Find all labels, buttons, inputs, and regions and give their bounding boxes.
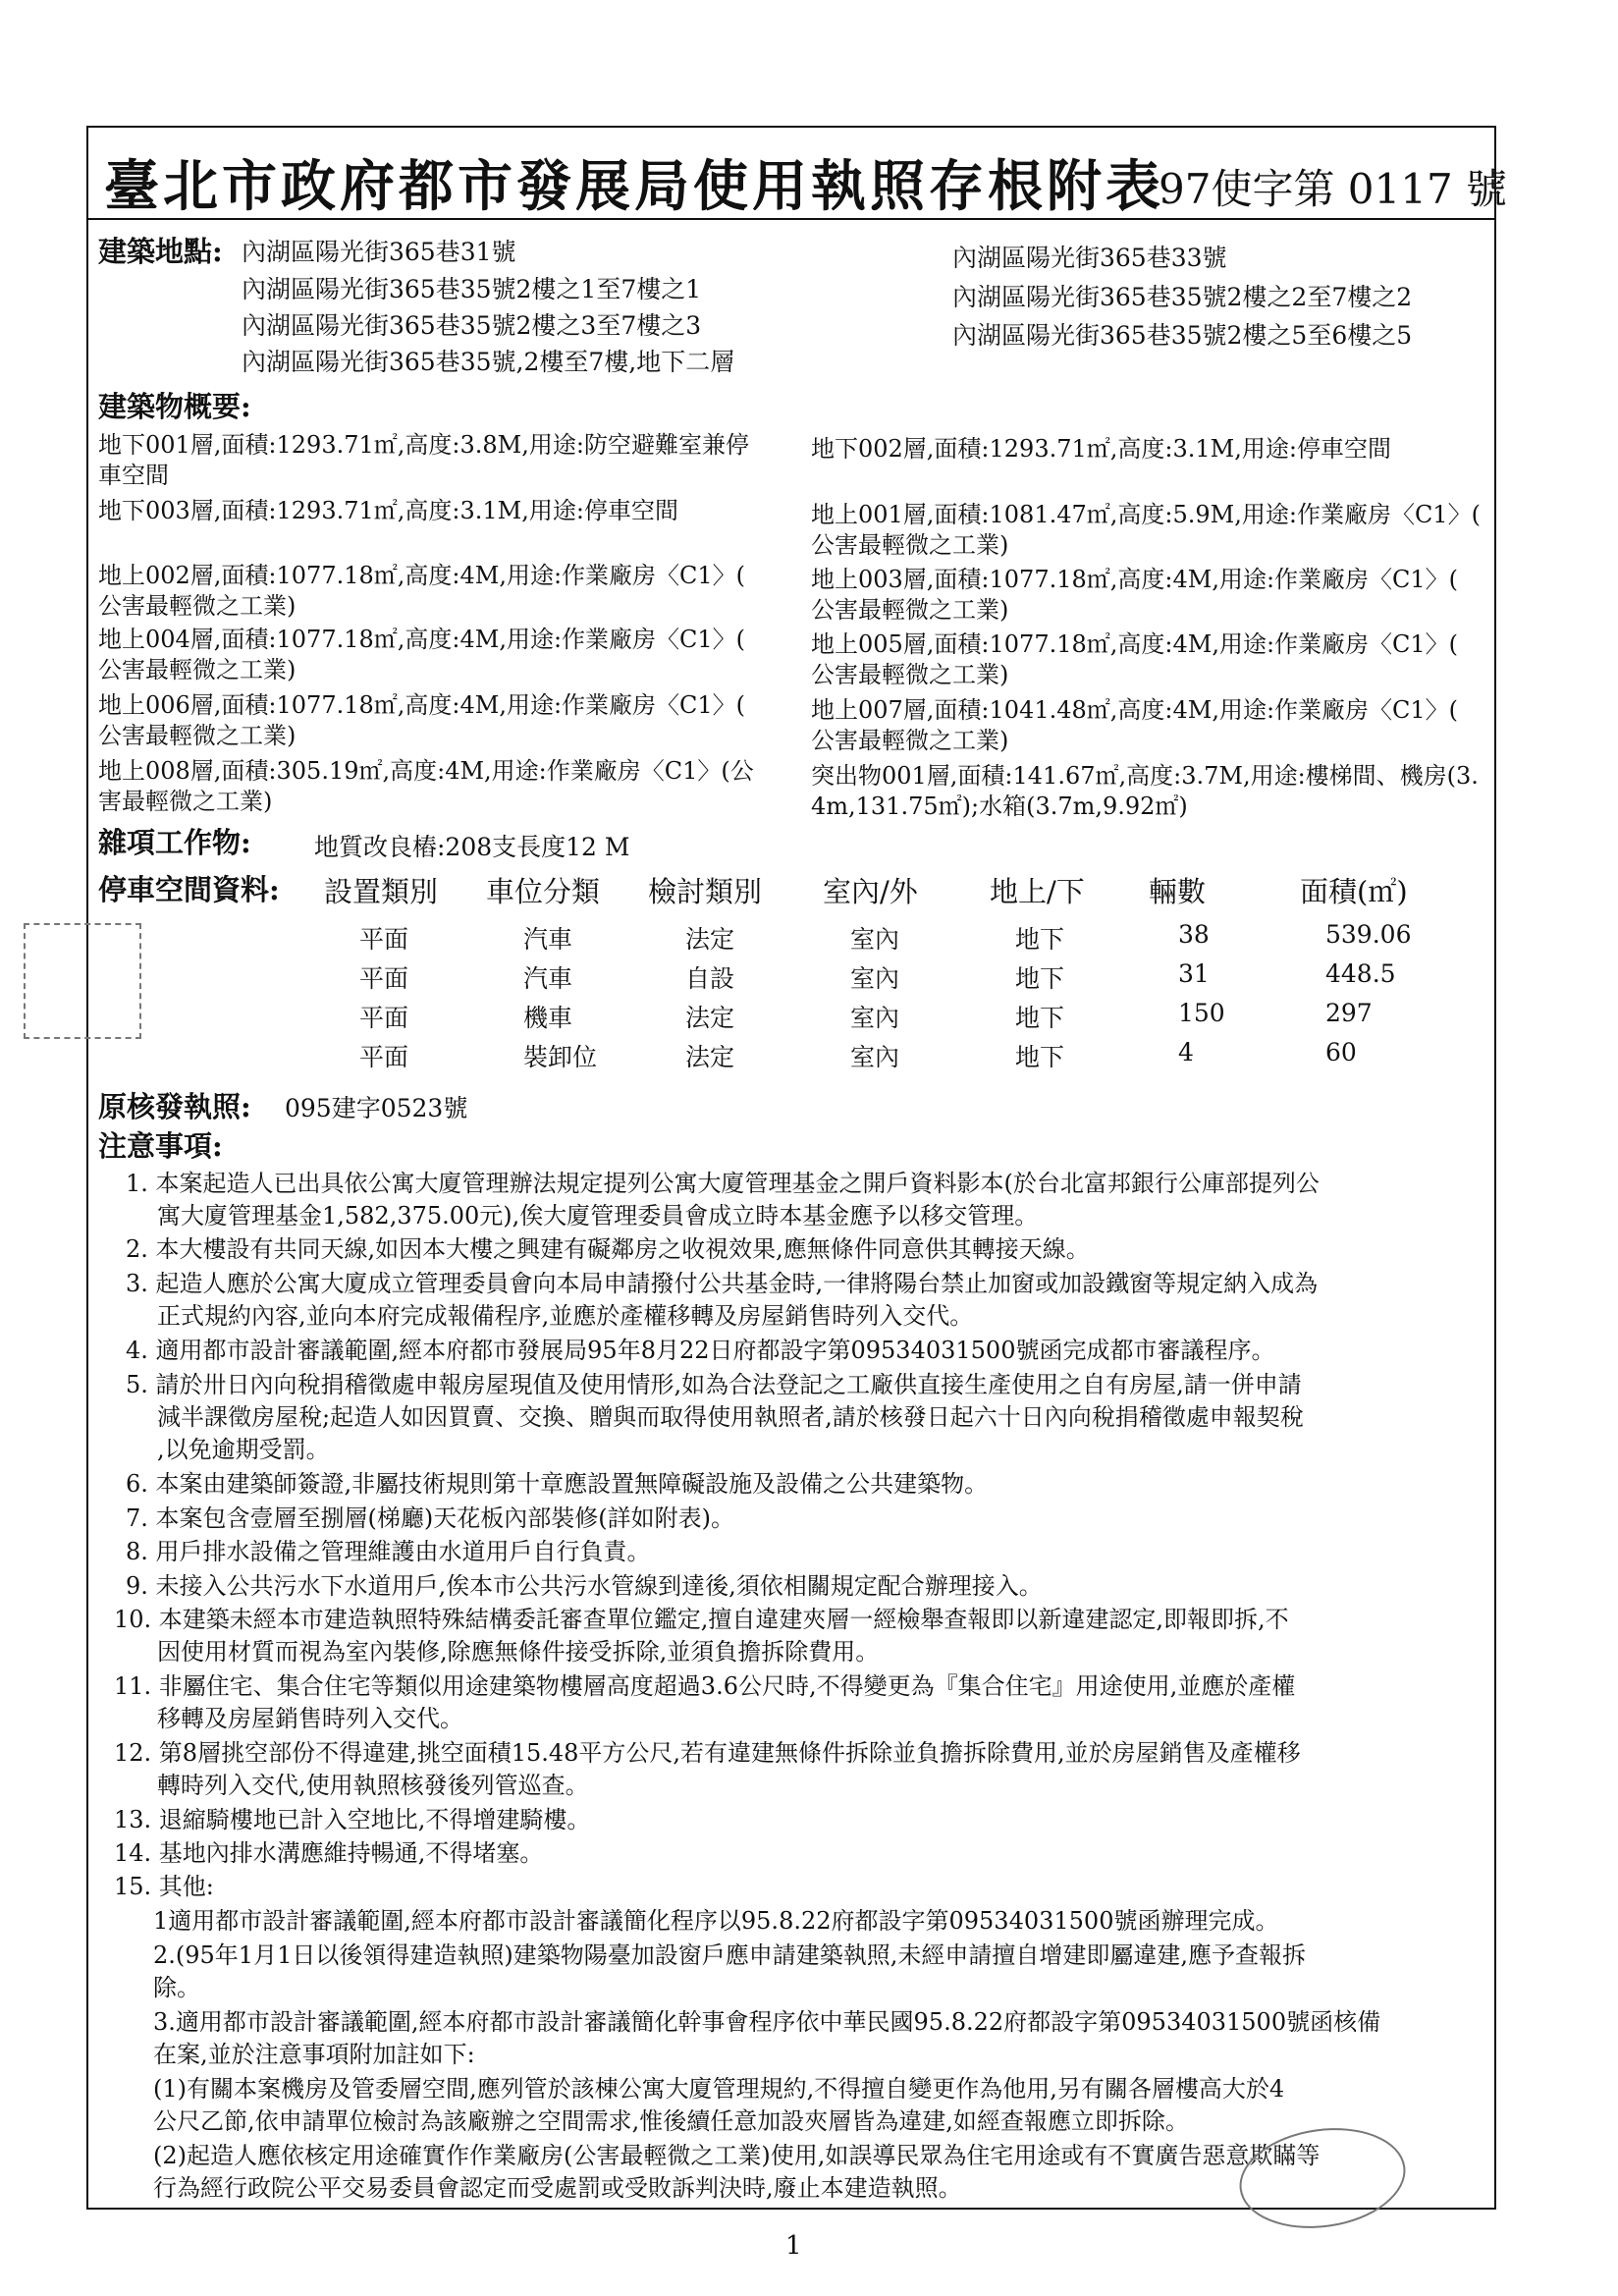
original-license-label: 原核發執照: [98, 1090, 251, 1123]
parking-cell: 平面 [359, 1004, 409, 1032]
building-left-line: 地上004層,面積:1077.18㎡,高度:4M,用途:作業廠房〈C1〉( [98, 626, 746, 653]
building-left-line: 害最輕微之工業) [98, 788, 273, 815]
misc-works-value: 地質改良樁:208支長度12 M [314, 833, 630, 861]
building-right-line: 地上001層,面積:1081.47㎡,高度:5.9M,用途:作業廠房〈C1〉( [811, 501, 1481, 528]
building-right-line: 公害最輕微之工業) [811, 727, 1009, 754]
building-right-line: 突出物001層,面積:141.67㎡,高度:3.7M,用途:樓梯間、機房(3. [811, 762, 1479, 790]
address-left-line: 內湖區陽光街365巷35號2樓之1至7樓之1 [242, 275, 702, 303]
note-line: 10. 本建築未經本市建造執照特殊結構委託審查單位鑑定,擅自違建夾層一經檢舉查報即以新違建認定,即報即拆,不 [114, 1606, 1289, 1633]
notes-label: 注意事項: [98, 1129, 223, 1163]
parking-cell: 室內 [850, 925, 900, 954]
parking-label: 停車空間資料: [98, 873, 280, 906]
building-right-line: 地上005層,面積:1077.18㎡,高度:4M,用途:作業廠房〈C1〉( [811, 630, 1459, 658]
address-right-line: 內湖區陽光街365巷35號2樓之2至7樓之2 [952, 283, 1413, 311]
parking-cell: 裝卸位 [523, 1043, 598, 1071]
note-line: 15. 其他: [114, 1873, 214, 1900]
parking-cell: 自設 [685, 964, 735, 993]
building-right-line: 4m,131.75㎡);水箱(3.7m,9.92㎡) [811, 793, 1188, 820]
note-line: 13. 退縮騎樓地已計入空地比,不得增建騎樓。 [114, 1806, 591, 1833]
note-line: 8. 用戶排水設備之管理維護由水道用戶自行負責。 [126, 1538, 651, 1565]
side-stamp [24, 923, 141, 1039]
building-left-line: 地上008層,面積:305.19㎡,高度:4M,用途:作業廠房〈C1〉(公 [98, 757, 754, 785]
parking-cell: 297 [1325, 999, 1373, 1027]
building-left-line: 公害最輕微之工業) [98, 592, 297, 620]
note-line: (1)有關本案機房及管委層空間,應列管於該棟公寓大廈管理規約,不得擅自變更作為他用,另有關各層樓高大於4 [153, 2075, 1285, 2103]
note-line: ,以免逾期受罰。 [157, 1436, 330, 1463]
parking-cell: 汽車 [523, 925, 573, 954]
building-right-line: 公害最輕微之工業) [811, 661, 1009, 688]
building-right-line: 地上003層,面積:1077.18㎡,高度:4M,用途:作業廠房〈C1〉( [811, 566, 1459, 593]
parking-header-cell: 輛數 [1149, 875, 1207, 908]
building-left-line: 地下003層,面積:1293.71㎡,高度:3.1M,用途:停車空間 [98, 497, 678, 524]
note-line: 1適用都市設計審議範圍,經本府都市設計審議簡化程序以95.8.22府都設字第09534031500號函辦理完成。 [153, 1907, 1279, 1935]
note-line: 2. 本大樓設有共同天線,如因本大樓之興建有礙鄰房之收視效果,應無條件同意供其轉接天線。 [126, 1235, 1090, 1263]
note-line: 7. 本案包含壹層至捌層(梯廳)天花板內部裝修(詳如附表)。 [126, 1504, 734, 1532]
parking-cell: 法定 [685, 925, 735, 954]
building-right-line: 地下002層,面積:1293.71㎡,高度:3.1M,用途:停車空間 [811, 435, 1391, 463]
address-label: 建築地點: [98, 235, 223, 268]
parking-cell: 60 [1325, 1038, 1357, 1066]
document-title: 臺北市政府都市發展局使用執照存根附表 [104, 154, 1164, 219]
parking-cell: 室內 [850, 1004, 900, 1032]
note-line: 公尺乙節,依申請單位檢討為該廠辦之空間需求,惟後續任意加設夾層皆為違建,如經查報應立即拆除。 [153, 2107, 1189, 2135]
building-left-line: 公害最輕微之工業) [98, 722, 297, 749]
parking-cell: 地下 [1015, 964, 1065, 993]
building-left-line: 車空間 [98, 462, 169, 489]
building-right-line: 公害最輕微之工業) [811, 596, 1009, 624]
note-line: 減半課徵房屋稅;起造人如因買賣、交換、贈與而取得使用執照者,請於核發日起六十日內向稅捐稽徵處申報契稅 [157, 1403, 1304, 1431]
building-left-line: 地下001層,面積:1293.71㎡,高度:3.8M,用途:防空避難室兼停 [98, 431, 749, 459]
page-number: 1 [785, 2231, 802, 2261]
parking-cell: 地下 [1015, 1043, 1065, 1071]
parking-cell: 31 [1178, 959, 1210, 988]
misc-works-label: 雜項工作物: [98, 826, 251, 859]
document-number: 97使字第 0117 號 [1159, 165, 1508, 213]
note-line: 因使用材質而視為室內裝修,除應無條件接受拆除,並須負擔拆除費用。 [157, 1638, 880, 1666]
parking-header-cell: 面積(㎡) [1300, 875, 1408, 908]
note-line: 6. 本案由建築師簽證,非屬技術規則第十章應設置無障礙設施及設備之公共建築物。 [126, 1470, 989, 1498]
parking-cell: 平面 [359, 925, 409, 954]
building-left-line: 地上006層,面積:1077.18㎡,高度:4M,用途:作業廠房〈C1〉( [98, 691, 746, 719]
parking-cell: 機車 [523, 1004, 573, 1032]
note-line: 3. 起造人應於公寓大廈成立管理委員會向本局申請撥付公共基金時,一律將陽台禁止加窗或加設鐵窗等規定納入成為 [126, 1270, 1319, 1297]
note-line: 14. 基地內排水溝應維持暢通,不得堵塞。 [114, 1839, 544, 1867]
note-line: 5. 請於卅日內向稅捐稽徵處申報房屋現值及使用情形,如為合法登記之工廠供直接生產使用之自有房屋,請一併申請 [126, 1371, 1302, 1398]
note-line: 轉時列入交代,使用執照核發後列管巡查。 [157, 1772, 589, 1799]
parking-cell: 室內 [850, 1043, 900, 1071]
note-line: 9. 未接入公共污水下水道用戶,俟本市公共污水管線到達後,須依相關規定配合辦理接入。 [126, 1572, 1043, 1600]
parking-cell: 150 [1178, 999, 1225, 1027]
note-line: 4. 適用都市設計審議範圍,經本府都市發展局95年8月22日府都設字第09534031500號函完成都市審議程序。 [126, 1337, 1275, 1364]
parking-cell: 38 [1178, 920, 1210, 949]
parking-cell: 平面 [359, 1043, 409, 1071]
note-line: (2)起造人應依核定用途確實作作業廠房(公害最輕微之工業)使用,如誤導民眾為住宅用途或有不實廣告惡意欺瞞等 [153, 2142, 1321, 2169]
note-line: 2.(95年1月1日以後領得建造執照)建築物陽臺加設窗戶應申請建築執照,未經申請擅自增建即屬違建,應予查報拆 [153, 1941, 1306, 1969]
note-line: 除。 [153, 1974, 200, 2001]
note-line: 12. 第8層挑空部份不得違建,挑空面積15.48平方公尺,若有違建無條件拆除並負擔拆除費用,並於房屋銷售及產權移 [114, 1739, 1301, 1767]
parking-cell: 539.06 [1325, 920, 1412, 949]
address-left-line: 內湖區陽光街365巷35號,2樓至7樓,地下二層 [242, 348, 735, 376]
parking-cell: 汽車 [523, 964, 573, 993]
note-line: 在案,並於注意事項附加註如下: [153, 2041, 475, 2068]
building-summary-label: 建築物概要: [98, 390, 251, 423]
parking-cell: 地下 [1015, 925, 1065, 954]
address-right-line: 內湖區陽光街365巷33號 [952, 244, 1227, 272]
parking-header-cell: 室內/外 [823, 875, 918, 908]
note-line: 11. 非屬住宅、集合住宅等類似用途建築物樓層高度超過3.6公尺時,不得變更為『集合住宅』用途使用,並應於產權 [114, 1672, 1296, 1700]
parking-cell: 4 [1178, 1038, 1194, 1066]
parking-cell: 室內 [850, 964, 900, 993]
parking-header-cell: 地上/下 [990, 875, 1085, 908]
parking-cell: 平面 [359, 964, 409, 993]
address-left-line: 內湖區陽光街365巷35號2樓之3至7樓之3 [242, 311, 702, 340]
building-right-line: 地上007層,面積:1041.48㎡,高度:4M,用途:作業廠房〈C1〉( [811, 696, 1459, 724]
note-line: 行為經行政院公平交易委員會認定而受處罰或受敗訴判決時,廢止本建造執照。 [153, 2174, 962, 2202]
note-line: 移轉及房屋銷售時列入交代。 [157, 1705, 463, 1732]
parking-cell: 地下 [1015, 1004, 1065, 1032]
note-line: 3.適用都市設計審議範圍,經本府都市設計審議簡化幹事會程序依中華民國95.8.22府都設字第09534031500號函核備 [153, 2008, 1381, 2036]
note-line: 1. 本案起造人已出具依公寓大廈管理辦法規定提列公寓大廈管理基金之開戶資料影本(於台北富邦銀行公庫部提列公 [126, 1170, 1320, 1197]
address-left-line: 內湖區陽光街365巷31號 [242, 238, 516, 266]
parking-header-cell: 檢討類別 [648, 875, 763, 908]
building-left-line: 地上002層,面積:1077.18㎡,高度:4M,用途:作業廠房〈C1〉( [98, 562, 746, 589]
note-line: 寓大廈管理基金1,582,375.00元),俟大廈管理委員會成立時本基金應予以移交管理。 [157, 1202, 1039, 1230]
building-right-line: 公害最輕微之工業) [811, 531, 1009, 559]
parking-header-cell: 設置類別 [324, 875, 439, 908]
parking-cell: 448.5 [1325, 959, 1396, 988]
note-line: 正式規約內容,並向本府完成報備程序,並應於產權移轉及房屋銷售時列入交代。 [157, 1302, 974, 1330]
parking-cell: 法定 [685, 1043, 735, 1071]
parking-cell: 法定 [685, 1004, 735, 1032]
address-right-line: 內湖區陽光街365巷35號2樓之5至6樓之5 [952, 321, 1413, 350]
original-license-value: 095建字0523號 [285, 1094, 468, 1122]
parking-header-cell: 車位分類 [486, 875, 601, 908]
building-left-line: 公害最輕微之工業) [98, 656, 297, 683]
